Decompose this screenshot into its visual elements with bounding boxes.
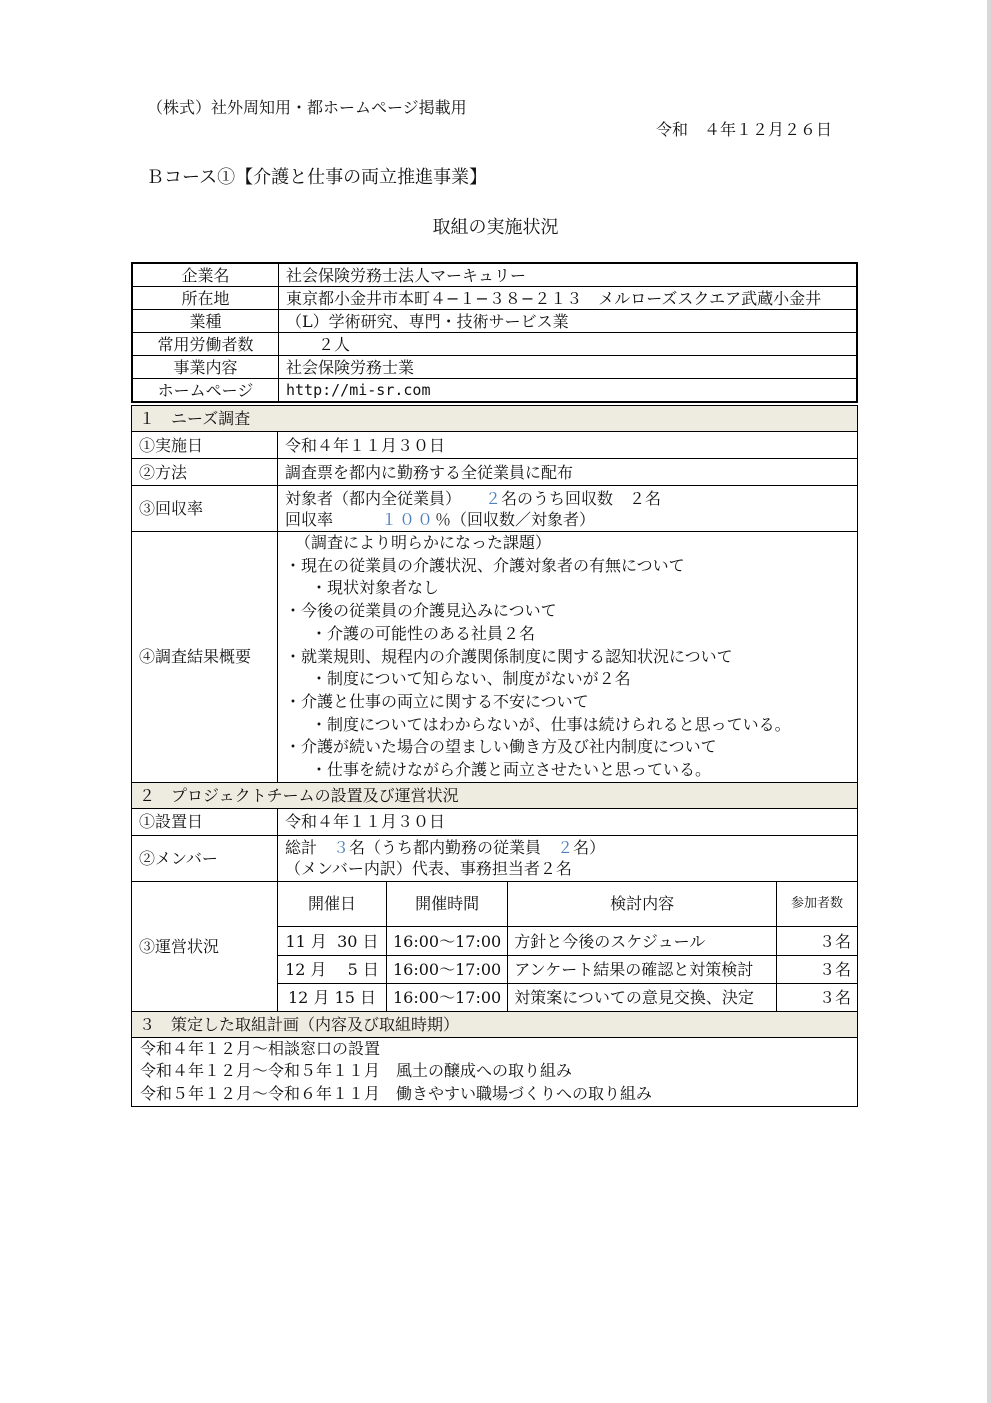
rate-collected-text: 名のうち回収数 ２名 xyxy=(501,488,662,508)
company-row xyxy=(132,310,857,333)
members-tokyo-count: ２ xyxy=(557,838,574,858)
operations-cell xyxy=(278,881,858,1011)
summary-item: ・就業規則、規程内の介護関係制度に関する認知状況について xyxy=(285,646,733,666)
section3-heading: ３ 策定した取組計画（内容及び取組時期） xyxy=(132,1011,858,1037)
rate-formula-text: ％（回収数／対象者） xyxy=(435,509,596,529)
company-row xyxy=(132,333,857,356)
operations-data-row xyxy=(278,983,857,1010)
response-rate-line2 xyxy=(285,509,850,530)
response-rate-line1 xyxy=(285,488,850,509)
summary-answer: ・制度についてはわからないが、仕事は続けられると思っている。 xyxy=(311,714,791,734)
address-label: 所在地 xyxy=(132,287,279,310)
employees-label: 常用労働者数 xyxy=(132,333,279,356)
survey-method-row xyxy=(132,459,858,486)
members-close-text: 名） xyxy=(573,838,606,858)
summary-answer: ・介護の可能性のある社員２名 xyxy=(311,623,536,643)
summary-item: ・介護が続いた場合の望ましい働き方及び社内制度について xyxy=(285,737,717,757)
plan-item: 令和４年１２月～令和５年１１月 風土の醸成への取り組み xyxy=(140,1061,573,1081)
page-edge xyxy=(987,0,991,1403)
response-rate-value xyxy=(278,486,858,532)
company-name-label: 企業名 xyxy=(132,263,279,287)
section1-heading-row xyxy=(132,406,858,432)
plan-row xyxy=(132,1037,858,1106)
col-header-topic: 検討内容 xyxy=(508,882,777,927)
plan-item: 令和４年１２月～相談窓口の設置 xyxy=(140,1038,381,1058)
operations-label: ③運営状況 xyxy=(132,881,278,1011)
summary-answer: ・現状対象者なし xyxy=(311,578,440,598)
summary-item: ・今後の従業員の介護見込みについて xyxy=(285,601,557,621)
page-title: 取組の実施状況 xyxy=(432,217,559,238)
company-row xyxy=(132,287,857,310)
meeting-date: 12 月 15 日 xyxy=(278,983,387,1010)
section3-heading-row xyxy=(132,1011,858,1037)
summary-answer: ・仕事を続けながら介護と両立させたいと思っている。 xyxy=(311,760,712,780)
meeting-count: ３名 xyxy=(777,956,858,983)
survey-method-label: ②方法 xyxy=(132,459,278,486)
meeting-time: 16:00～17:00 xyxy=(387,926,508,955)
meeting-time: 16:00～17:00 xyxy=(387,956,508,983)
survey-summary-label: ④調査結果概要 xyxy=(132,532,278,783)
rate-percent-number: １００ xyxy=(381,509,436,529)
survey-summary-value xyxy=(278,532,858,783)
rate-label-text: 回収率 xyxy=(285,509,334,529)
col-header-date: 開催日 xyxy=(278,882,387,927)
summary-answer: ・制度について知らない、制度がないが２名 xyxy=(311,669,631,689)
team-date-value: 令和４年１１月３０日 xyxy=(278,808,858,835)
col-header-time: 開催時間 xyxy=(387,882,508,927)
rate-target-text: 対象者（都内全従業員） xyxy=(285,488,454,508)
section1-heading: １ ニーズ調査 xyxy=(132,406,858,432)
document-date: 令和 ４年１２月２６日 xyxy=(656,120,833,139)
members-line2: （メンバー内訳）代表、事務担当者２名 xyxy=(285,859,572,879)
survey-date-row xyxy=(132,432,858,459)
team-date-row xyxy=(132,808,858,835)
meeting-date: 11 月 30 日 xyxy=(278,926,387,955)
members-total-count: ３ xyxy=(333,838,350,858)
operations-data-row xyxy=(278,926,857,955)
business-value: 社会保険労務士業 xyxy=(279,356,858,379)
company-name-value: 社会保険労務士法人マーキュリー xyxy=(279,263,858,287)
members-value xyxy=(278,835,858,881)
response-rate-row xyxy=(132,486,858,532)
survey-summary-row xyxy=(132,532,858,783)
summary-intro: （調査により明らかになった課題） xyxy=(295,533,552,552)
operations-header-row xyxy=(278,882,857,927)
rate-target-count: ２ xyxy=(485,488,502,508)
survey-date-label: ①実施日 xyxy=(132,432,278,459)
company-row xyxy=(132,356,857,379)
summary-item: ・介護と仕事の両立に関する不安について xyxy=(285,691,589,711)
members-row xyxy=(132,835,858,881)
course-title: Ｂコース①【介護と仕事の両立推進事業】 xyxy=(146,167,488,188)
industry-value: （L）学術研究、専門・技術サービス業 xyxy=(279,310,858,333)
section2-heading-row xyxy=(132,782,858,808)
meeting-date: 12 月 5 日 xyxy=(278,956,387,983)
team-date-label: ①設置日 xyxy=(132,808,278,835)
operations-data-row xyxy=(278,956,857,983)
operations-row xyxy=(132,881,858,1011)
company-row xyxy=(132,379,857,403)
business-label: 事業内容 xyxy=(132,356,279,379)
members-tokyo-text: 名（うち都内勤務の従業員 xyxy=(349,838,542,858)
distribution-note: （株式）社外周知用・都ホームページ掲載用 xyxy=(147,98,467,117)
members-line1 xyxy=(285,837,850,858)
employees-value: ２人 xyxy=(279,333,858,356)
members-label: ②メンバー xyxy=(132,835,278,881)
response-rate-label: ③回収率 xyxy=(132,486,278,532)
meeting-topic: 方針と今後のスケジュール xyxy=(508,926,777,955)
meeting-count: ３名 xyxy=(777,926,858,955)
members-total-text: 総計 xyxy=(285,838,318,858)
plan-item: 令和５年１２月～令和６年１１月 働きやすい職場づくりへの取り組み xyxy=(140,1083,653,1103)
status-table xyxy=(131,405,858,1107)
operations-table xyxy=(278,882,857,1011)
summary-item: ・現在の従業員の介護状況、介護対象者の有無について xyxy=(285,555,685,575)
company-info-table xyxy=(131,262,858,403)
meeting-topic: アンケート結果の確認と対策検討 xyxy=(508,956,777,983)
address-value: 東京都小金井市本町４−１−３８−２１３ メルローズスクエア武蔵小金井 xyxy=(279,287,858,310)
survey-date-value: 令和４年１１月３０日 xyxy=(278,432,858,459)
meeting-time: 16:00～17:00 xyxy=(387,983,508,1010)
survey-method-value: 調査票を都内に勤務する全従業員に配布 xyxy=(278,459,858,486)
meeting-count: ３名 xyxy=(777,983,858,1010)
col-header-count: 参加者数 xyxy=(777,882,858,927)
company-row xyxy=(132,263,857,287)
homepage-link[interactable]: http://mi-sr.com xyxy=(279,379,858,403)
meeting-topic: 対策案についての意見交換、決定 xyxy=(508,983,777,1010)
plan-value xyxy=(132,1037,858,1106)
industry-label: 業種 xyxy=(132,310,279,333)
homepage-label: ホームページ xyxy=(132,379,279,403)
section2-heading: ２ プロジェクトチームの設置及び運営状況 xyxy=(132,782,858,808)
